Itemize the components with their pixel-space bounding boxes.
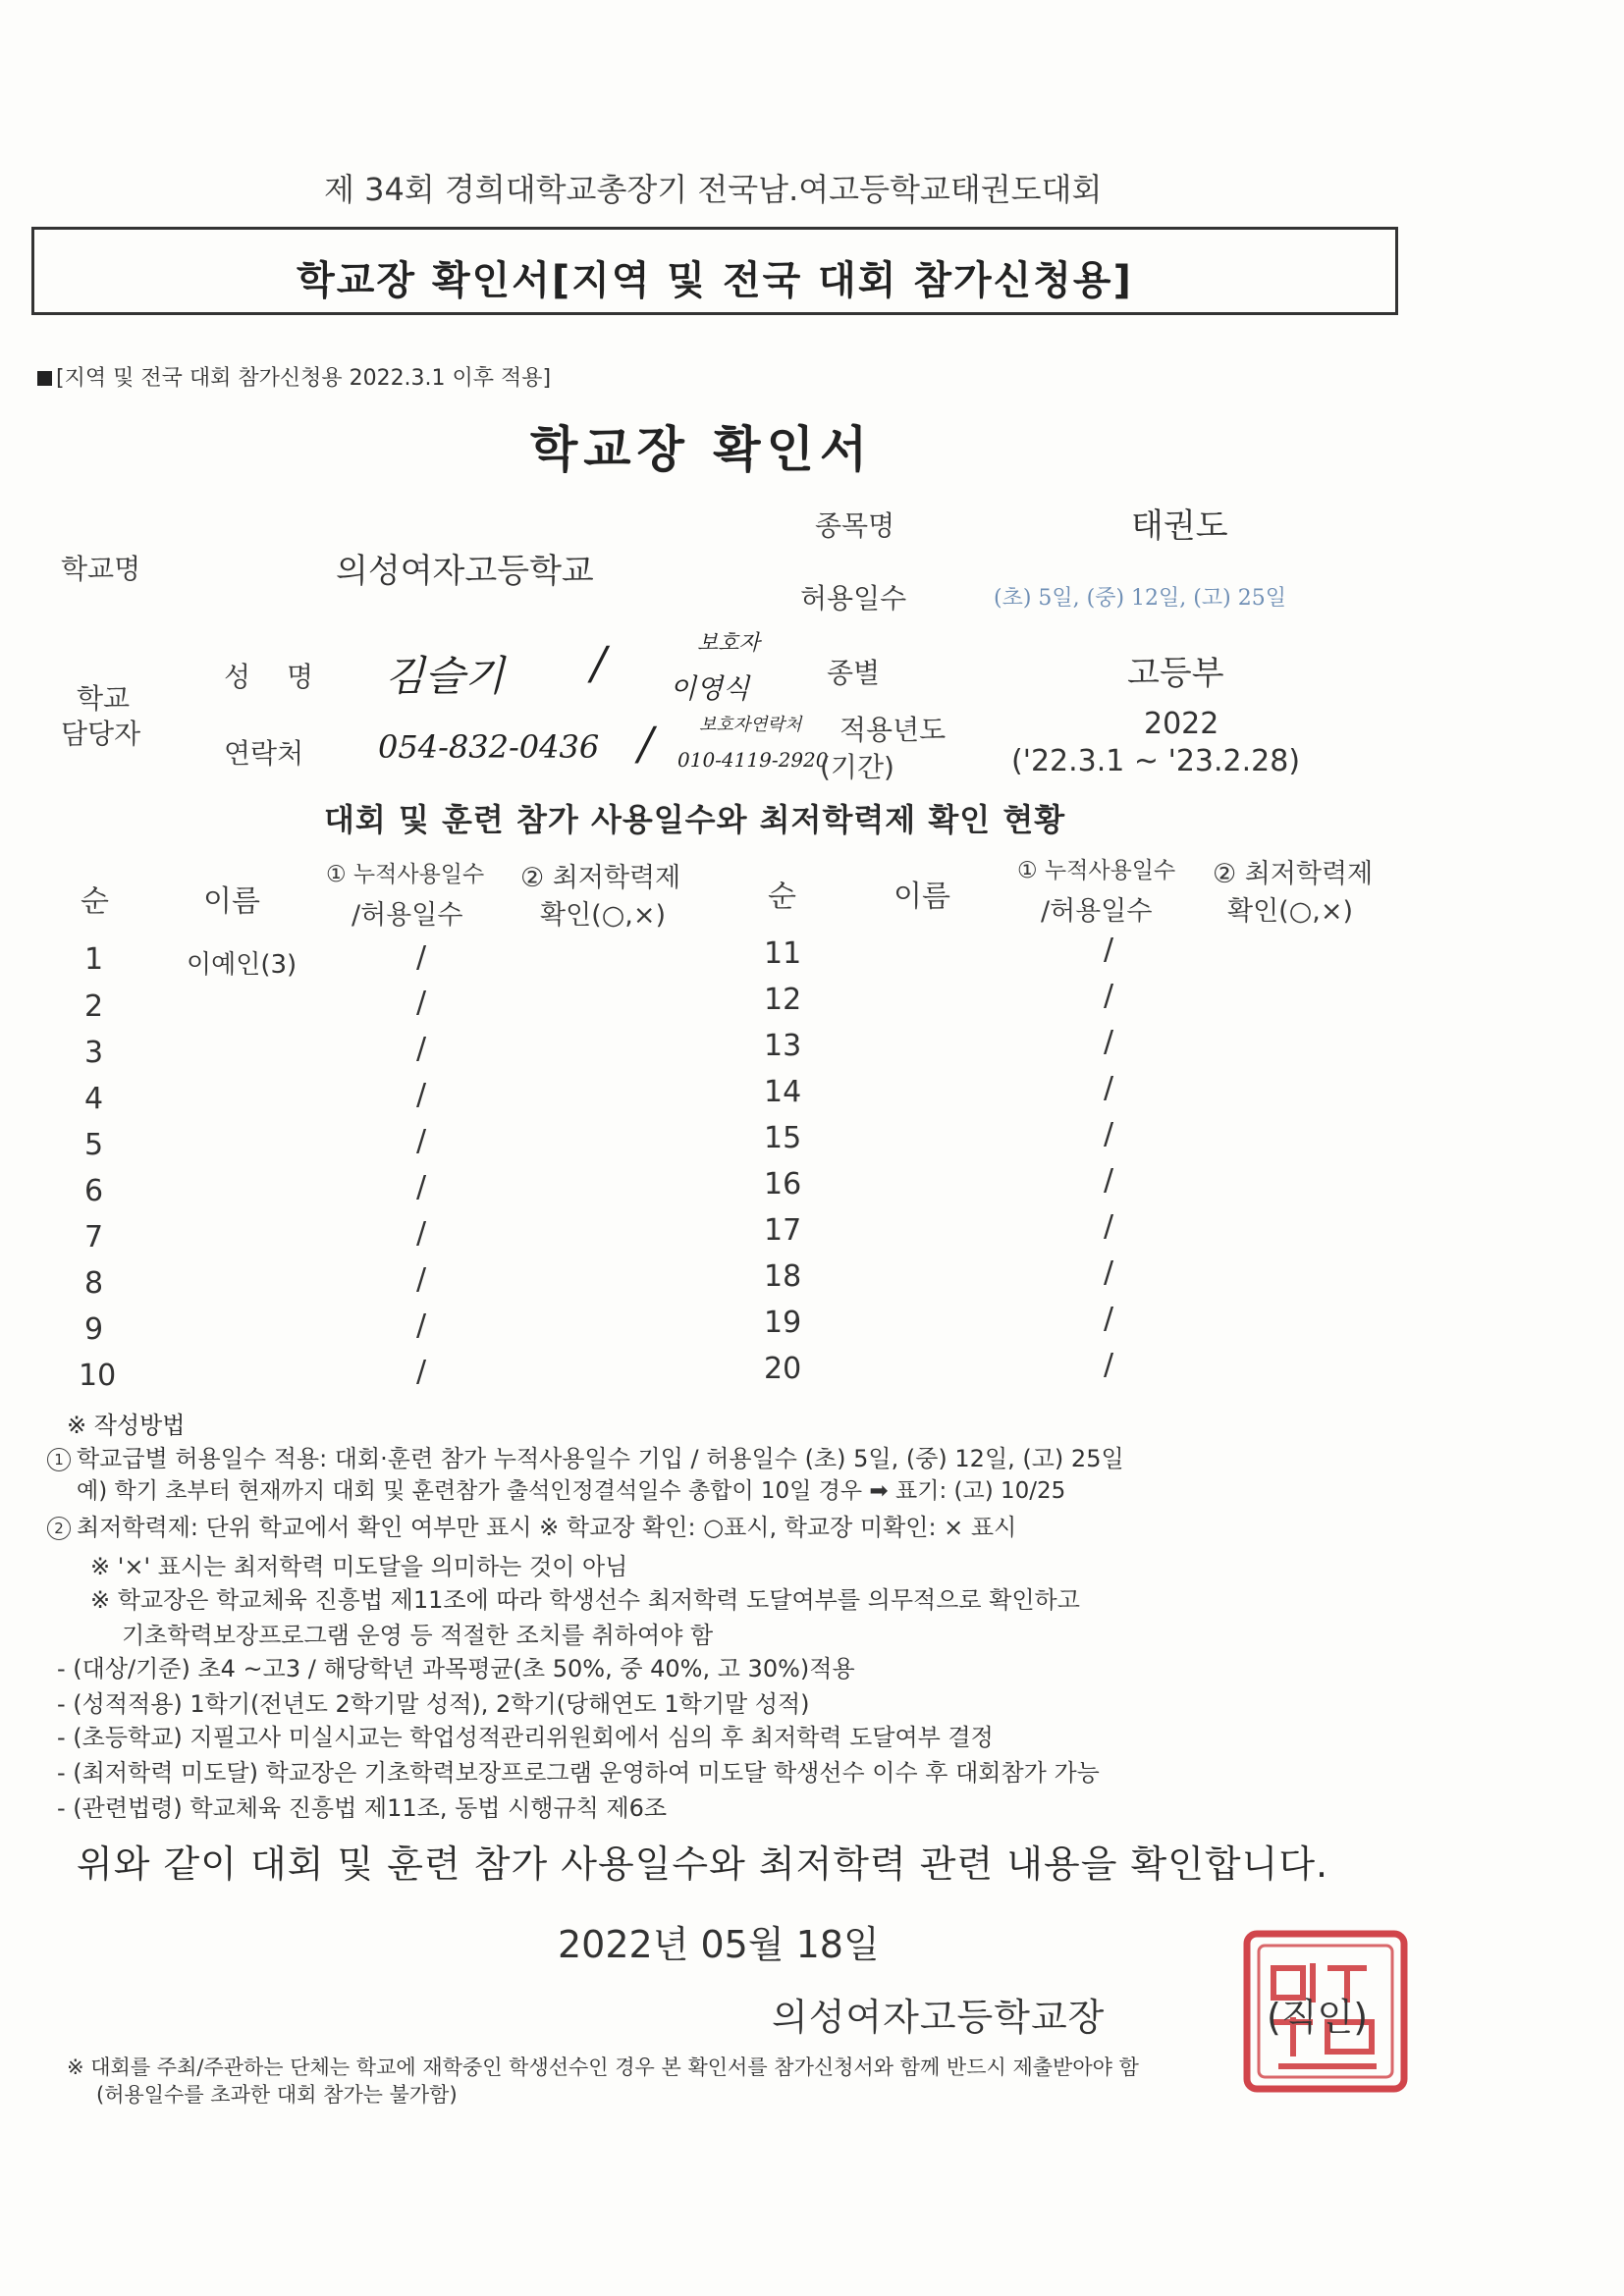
year-label: 적용년도	[839, 714, 947, 746]
table-row-no: 10	[79, 1359, 117, 1393]
header-name-left: 이름	[203, 884, 260, 919]
table-row-days: /	[416, 986, 427, 1020]
period-label: (기간)	[820, 751, 894, 783]
table-row-no: 12	[764, 983, 802, 1017]
instruction-line-2: 예) 학기 초부터 현재까지 대회 및 훈련참가 출석인정결석일수 총합이 10일 경우 ➡ 표기: (고) 10/25	[77, 1478, 1066, 1504]
table-row-no: 3	[84, 1036, 104, 1070]
table-row-days: /	[416, 1262, 427, 1297]
header-acad-right-1: ② 최저학력제	[1213, 859, 1374, 889]
table-row-days: /	[1104, 933, 1114, 967]
header-days-left-2: /허용일수	[352, 900, 463, 931]
table-row-days: /	[1104, 1117, 1114, 1151]
allowed-days-label: 허용일수	[800, 582, 907, 614]
footer-note-2: (허용일수를 초과한 대회 참가는 불가함)	[96, 2083, 458, 2107]
header-acad-left-1: ② 최저학력제	[520, 863, 681, 893]
name-label: 성 명	[224, 661, 327, 693]
contact-handwritten: 054-832-0436	[378, 728, 600, 766]
table-row-no: 16	[764, 1167, 802, 1201]
table-row-no: 15	[764, 1121, 802, 1155]
table-row-no: 7	[84, 1220, 104, 1255]
table-row-days: /	[416, 1078, 427, 1112]
staff-name-handwritten: 김슬기	[385, 652, 505, 700]
issue-date: 2022년 05월 18일	[558, 1923, 880, 1966]
table-row-no: 5	[84, 1128, 104, 1162]
table-row-no: 20	[764, 1352, 802, 1386]
school-name: 의성여자고등학교	[336, 552, 594, 591]
notice-text: [지역 및 전국 대회 참가신청용 2022.3.1 이후 적용]	[56, 366, 552, 391]
table-row-days: /	[1104, 1163, 1114, 1198]
table-row-days: /	[1104, 1255, 1114, 1290]
instruction-line-10: - (최저학력 미도달) 학교장은 기초학력보장프로그램 운영하여 미도달 학생선수 이수 후 대회참가 가능	[57, 1759, 1100, 1787]
instruction-text: 학교급별 허용일수 적용: 대회·훈련 참가 누적사용일수 기입 / 허용일수 (초) 5일, (중) 12일, (고) 25일	[77, 1445, 1124, 1472]
handwritten-slash-2: /	[638, 717, 654, 770]
instruction-text: 최저학력제: 단위 학교에서 확인 여부만 표시 ※ 학교장 확인: ○표시, 학교장 미확인: × 표시	[77, 1514, 1017, 1541]
header-name-right: 이름	[893, 880, 950, 914]
table-row-no: 13	[764, 1029, 802, 1063]
instruction-line-9: - (초등학교) 지필고사 미실시교는 학업성적관리위원회에서 심의 후 최저학력 도달여부 결정	[57, 1724, 994, 1751]
circled-number-icon: 1	[47, 1448, 71, 1471]
table-row-no: 4	[84, 1082, 104, 1116]
staff-label-2: 담당자	[61, 718, 141, 750]
black-square-icon	[37, 371, 52, 386]
table-row-days: /	[416, 1216, 427, 1251]
instruction-line-6: 기초학력보장프로그램 운영 등 적절한 조치를 취하여야 함	[122, 1622, 714, 1649]
table-row-no: 11	[764, 936, 802, 971]
table-row-no: 6	[84, 1174, 104, 1208]
allowed-days-value: (초) 5일, (중) 12일, (고) 25일	[994, 586, 1286, 611]
school-label: 학교명	[61, 553, 141, 585]
guardian-contact-label-handwritten: 보호자연락처	[699, 715, 802, 735]
guardian-label-handwritten: 보호자	[697, 631, 760, 656]
table-row-no: 17	[764, 1213, 802, 1248]
document-title-box	[31, 227, 1398, 315]
table-row-days: /	[1104, 1071, 1114, 1105]
competition-name: 제 34회 경희대학교총장기 전국남.여고등학교태권도대회	[324, 171, 1103, 208]
instruction-line-5: ※ 학교장은 학교체육 진흥법 제11조에 따라 학생선수 최저학력 도달여부를 의무적으로 확인하고	[90, 1586, 1080, 1614]
guardian-contact-handwritten: 010-4119-2920	[677, 748, 829, 772]
footer-note: ※ 대회를 주최/주관하는 단체는 학교에 재학중인 학생선수인 경우 본 확인서를 참가신청서와 함께 반드시 제출받아야 함	[67, 2056, 1139, 2079]
division-label: 종별	[827, 657, 881, 689]
table-row-name: 이예인(3)	[187, 950, 298, 980]
table-row-no: 18	[764, 1259, 802, 1294]
sport-value: 태권도	[1131, 507, 1228, 546]
table-row-days: /	[416, 940, 427, 975]
header-days-left-1: ① 누적사용일수	[326, 862, 485, 887]
division-value: 고등부	[1127, 654, 1224, 693]
seal-mark: (직인)	[1267, 1996, 1369, 2039]
instruction-line-4: ※ '×' 표시는 최저학력 미도달을 의미하는 것이 아님	[90, 1553, 628, 1580]
contact-label: 연락처	[224, 737, 304, 770]
document-box-title: 학교장 확인서[지역 및 전국 대회 참가신청용]	[297, 258, 1133, 303]
header-no-right: 순	[768, 880, 796, 914]
instructions-title: ※ 작성방법	[67, 1412, 186, 1439]
table-row-days: /	[416, 1124, 427, 1158]
table-row-no: 1	[84, 942, 104, 977]
confirmation-statement: 위와 같이 대회 및 훈련 참가 사용일수와 최저학력 관련 내용을 확인합니다.	[77, 1842, 1329, 1886]
header-days-right-2: /허용일수	[1041, 896, 1153, 927]
sport-label: 종목명	[815, 509, 895, 542]
staff-label-1: 학교	[77, 682, 131, 715]
table-row-no: 14	[764, 1075, 802, 1109]
circled-number-icon: 2	[47, 1517, 71, 1540]
table-row-days: /	[416, 1308, 427, 1343]
instruction-line-1	[47, 1439, 1124, 1473]
principal-title: 의성여자고등학교장	[772, 1996, 1106, 2039]
table-row-days: /	[416, 1355, 427, 1389]
table-row-no: 19	[764, 1306, 802, 1340]
period-value: ('22.3.1 ~ '23.2.28)	[1011, 744, 1301, 778]
section-title: 대회 및 훈련 참가 사용일수와 최저학력제 확인 현황	[324, 801, 1066, 838]
instruction-line-7: - (대상/기준) 초4 ~고3 / 해당학년 과목평균(초 50%, 중 40%, 고 30%)적용	[57, 1655, 855, 1682]
page-title: 학교장 확인서	[530, 421, 874, 478]
table-row-no: 8	[84, 1266, 104, 1301]
instruction-line-3	[47, 1508, 1016, 1542]
instruction-line-8: - (성적적용) 1학기(전년도 2학기말 성적), 2학기(당해연도 1학기말 성적)	[57, 1690, 810, 1718]
header-acad-right-2: 확인(○,×)	[1227, 896, 1353, 927]
table-row-days: /	[1104, 1348, 1114, 1382]
table-row-days: /	[416, 1170, 427, 1204]
table-row-no: 2	[84, 989, 104, 1024]
table-row-days: /	[1104, 1302, 1114, 1336]
table-row-days: /	[416, 1032, 427, 1066]
header-no-left: 순	[81, 884, 109, 919]
table-row-days: /	[1104, 1025, 1114, 1059]
table-row-no: 9	[84, 1312, 104, 1347]
year-value: 2022	[1144, 707, 1219, 741]
applicability-notice	[37, 361, 551, 392]
header-acad-left-2: 확인(○,×)	[540, 900, 666, 931]
table-row-days: /	[1104, 979, 1114, 1013]
header-days-right-1: ① 누적사용일수	[1017, 858, 1176, 883]
instruction-line-11: - (관련법령) 학교체육 진흥법 제11조, 동법 시행규칙 제6조	[57, 1794, 668, 1822]
handwritten-slash-1: /	[591, 636, 607, 689]
guardian-name-handwritten: 이영식	[670, 672, 750, 705]
table-row-days: /	[1104, 1209, 1114, 1244]
